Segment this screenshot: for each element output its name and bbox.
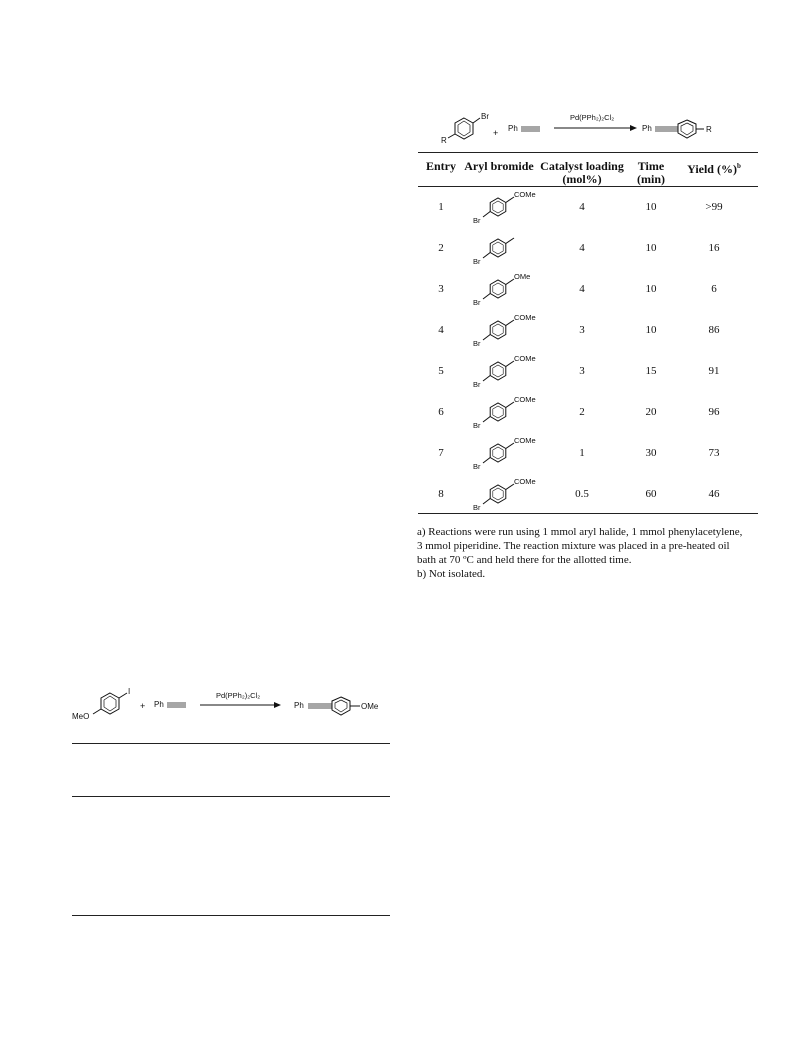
aryl-bromide-structure <box>470 230 540 271</box>
aryl-bromide-structure-icon <box>470 394 540 430</box>
header-entry: Entry <box>426 159 456 173</box>
aryl-bromide-structure <box>470 435 540 476</box>
footnote-b: b) Not isolated. <box>417 568 486 580</box>
product-ph-left: Ph <box>294 701 304 710</box>
aryl-bromide-structure-icon <box>470 353 540 389</box>
bromo-label: Br <box>473 298 481 307</box>
table-top-rule <box>418 152 758 153</box>
alkyne-ph-left: Ph <box>154 700 164 709</box>
cell-entry: 5 <box>438 365 444 377</box>
header-catalyst-loading: Catalyst loading (mol%) <box>540 159 624 186</box>
cell-entry: 2 <box>438 242 444 254</box>
cell-time: 30 <box>645 447 657 459</box>
para-substituent: COMe <box>514 395 536 404</box>
header-yield: Yield (%)$^b$ <box>687 162 741 176</box>
left-table-header-rule <box>72 796 390 797</box>
methoxy-substituent: MeO <box>72 712 90 721</box>
cell-catalyst-loading: 1 <box>579 447 585 459</box>
cell-yield: 86 <box>708 324 720 336</box>
para-substituent: OMe <box>514 272 531 281</box>
cell-catalyst-loading: 0.5 <box>575 488 589 500</box>
cell-yield: 6 <box>711 283 717 295</box>
alkyne-ph-label: Ph <box>508 124 518 133</box>
aryl-bromide-structure-icon <box>470 435 540 471</box>
bromo-label: Br <box>473 462 481 471</box>
table-bottom-rule <box>418 513 758 514</box>
cell-entry: 1 <box>438 201 444 213</box>
bromo-label: Br <box>473 339 481 348</box>
plus-sign: + <box>493 128 499 138</box>
reaction-scheme-graphic <box>438 108 758 152</box>
left-table-bottom-rule <box>72 915 390 916</box>
reaction-scheme-aryl-iodide <box>70 685 395 725</box>
para-substituent: COMe <box>514 436 536 445</box>
aryl-bromide-structure-icon <box>470 189 540 225</box>
bromo-substituent: Br <box>481 112 489 121</box>
para-substituent: COMe <box>514 477 536 486</box>
cell-catalyst-loading: 2 <box>579 406 585 418</box>
cell-entry: 6 <box>438 406 444 418</box>
bromo-label: Br <box>473 257 481 266</box>
bromo-label: Br <box>473 421 481 430</box>
para-substituent: COMe <box>514 190 536 199</box>
cell-time: 10 <box>645 283 657 295</box>
reaction-scheme-left-graphic <box>70 685 395 725</box>
product-ome-left: OMe <box>361 702 379 711</box>
aryl-bromide-structure <box>470 271 540 312</box>
aryl-bromide-structure <box>470 189 540 230</box>
cell-catalyst-loading: 3 <box>579 365 585 377</box>
catalyst-label: Pd(PPh₂)₂Cl₂ <box>570 113 615 122</box>
catalyst-label-left: Pd(PPh₂)₂Cl₂ <box>216 691 261 700</box>
left-table-top-rule <box>72 743 390 744</box>
header-aryl-bromide: Aryl bromide <box>464 159 534 173</box>
cell-time: 10 <box>645 242 657 254</box>
cell-time: 10 <box>645 324 657 336</box>
cell-catalyst-loading: 4 <box>579 242 585 254</box>
cell-yield: >99 <box>705 201 723 213</box>
reaction-arrow-icon <box>630 125 637 131</box>
footnote-a-line2: 3 mmol piperidine. The reaction mixture was placed in a pre-heated oil <box>417 540 730 552</box>
para-substituent: COMe <box>514 354 536 363</box>
product-r-label: R <box>706 125 712 134</box>
aryl-bromide-structure-icon <box>470 271 540 307</box>
cell-catalyst-loading: 3 <box>579 324 585 336</box>
cell-entry: 7 <box>438 447 444 459</box>
product-ph-label: Ph <box>642 124 652 133</box>
cell-time: 20 <box>645 406 657 418</box>
footnote-a-line1: a) Reactions were run using 1 mmol aryl halide, 1 mmol phenylacetylene, <box>417 526 743 538</box>
cell-yield: 46 <box>708 488 720 500</box>
footnote-a-line3: bath at 70 ºC and held there for the allotted time. <box>417 554 632 566</box>
aryl-bromide-structure <box>470 476 540 517</box>
plus-sign-left: + <box>140 701 146 711</box>
cell-time: 10 <box>645 201 657 213</box>
cell-yield: 91 <box>708 365 720 377</box>
table-header-rule <box>418 186 758 187</box>
cell-entry: 8 <box>438 488 444 500</box>
cell-entry: 3 <box>438 283 444 295</box>
cell-yield: 96 <box>708 406 720 418</box>
iodo-substituent: I <box>128 687 131 696</box>
cell-entry: 4 <box>438 324 444 336</box>
r-substituent: R <box>441 136 447 145</box>
cell-catalyst-loading: 4 <box>579 283 585 295</box>
cell-time: 15 <box>645 365 657 377</box>
header-time: Time (min) <box>637 159 665 186</box>
aryl-bromide-structure <box>470 312 540 353</box>
bromo-label: Br <box>473 380 481 389</box>
aryl-bromide-structure-icon <box>470 476 540 512</box>
table-footnotes <box>417 525 757 581</box>
cell-catalyst-loading: 4 <box>579 201 585 213</box>
para-substituent: COMe <box>514 313 536 322</box>
aryl-bromide-structure-icon <box>470 230 540 266</box>
reaction-arrow-left-icon <box>274 702 281 708</box>
bromo-label: Br <box>473 503 481 512</box>
reaction-scheme-aryl-bromide <box>438 108 758 152</box>
cell-time: 60 <box>645 488 657 500</box>
aryl-bromide-structure-icon <box>470 312 540 348</box>
cell-yield: 16 <box>708 242 720 254</box>
aryl-bromide-structure <box>470 394 540 435</box>
aryl-bromide-structure <box>470 353 540 394</box>
cell-yield: 73 <box>708 447 720 459</box>
bromo-label: Br <box>473 216 481 225</box>
